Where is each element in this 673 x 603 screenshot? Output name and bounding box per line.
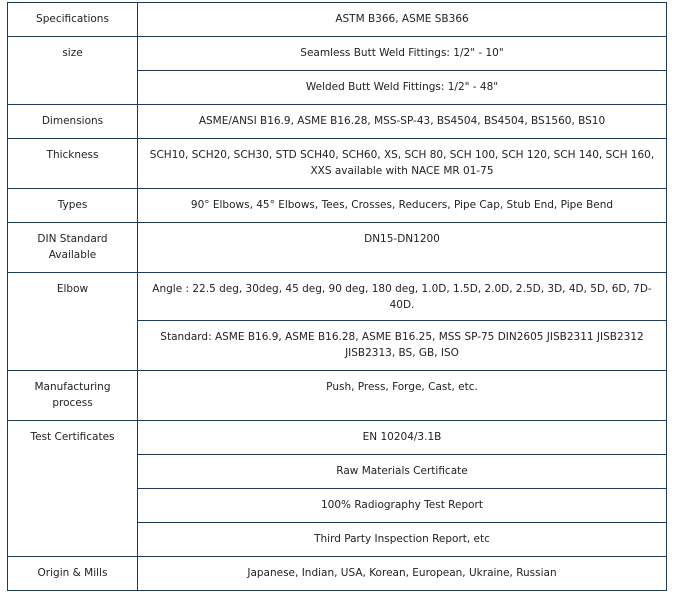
row-value-manufacturing-process: Push, Press, Forge, Cast, etc.	[138, 371, 667, 421]
row-label-test-certificates: Test Certificates	[8, 421, 138, 557]
table-row	[8, 37, 667, 71]
row-label-elbow: Elbow	[8, 273, 138, 371]
table-row	[8, 105, 667, 139]
row-value-size-seamless: Seamless Butt Weld Fittings: 1/2" - 10"	[138, 37, 667, 71]
row-value-test-cert-third-party: Third Party Inspection Report, etc	[138, 523, 667, 557]
table-row	[8, 371, 667, 421]
row-label-thickness: Thickness	[8, 139, 138, 189]
specifications-table	[7, 2, 667, 591]
row-value-size-welded: Welded Butt Weld Fittings: 1/2" - 48"	[138, 71, 667, 105]
row-value-elbow-angle: Angle : 22.5 deg, 30deg, 45 deg, 90 deg, 180 deg, 1.0D, 1.5D, 2.0D, 2.5D, 3D, 4D, 5D, 6D, 7D-40D.	[138, 273, 667, 321]
table-row	[8, 421, 667, 455]
row-value-dimensions: ASME/ANSI B16.9, ASME B16.28, MSS-SP-43, BS4504, BS4504, BS1560, BS10	[138, 105, 667, 139]
row-value-test-cert-raw-materials: Raw Materials Certificate	[138, 455, 667, 489]
row-value-specifications: ASTM B366, ASME SB366	[138, 3, 667, 37]
row-value-origin-mills: Japanese, Indian, USA, Korean, European, Ukraine, Russian	[138, 557, 667, 591]
table-row	[8, 557, 667, 591]
row-value-thickness: SCH10, SCH20, SCH30, STD SCH40, SCH60, XS, SCH 80, SCH 100, SCH 120, SCH 140, SCH 160, XXS available with NACE MR 01-75	[138, 139, 667, 189]
row-value-elbow-standard: Standard: ASME B16.9, ASME B16.28, ASME B16.25, MSS SP-75 DIN2605 JISB2311 JISB2312 JISB2313, BS, GB, ISO	[138, 321, 667, 371]
table-row	[8, 223, 667, 273]
table-row	[8, 189, 667, 223]
row-value-test-cert-radiography: 100% Radiography Test Report	[138, 489, 667, 523]
row-label-types: Types	[8, 189, 138, 223]
table-row	[8, 3, 667, 37]
row-value-din-standard: DN15-DN1200	[138, 223, 667, 273]
row-label-specifications: Specifications	[8, 3, 138, 37]
row-label-manufacturing-process: Manufacturing process	[8, 371, 138, 421]
table-row	[8, 139, 667, 189]
row-value-test-cert-en10204: EN 10204/3.1B	[138, 421, 667, 455]
row-label-din-standard: DIN Standard Available	[8, 223, 138, 273]
specifications-table-body	[8, 3, 667, 591]
table-row	[8, 273, 667, 321]
row-label-origin-mills: Origin & Mills	[8, 557, 138, 591]
row-label-dimensions: Dimensions	[8, 105, 138, 139]
row-value-types: 90° Elbows, 45° Elbows, Tees, Crosses, Reducers, Pipe Cap, Stub End, Pipe Bend	[138, 189, 667, 223]
row-label-size: size	[8, 37, 138, 105]
